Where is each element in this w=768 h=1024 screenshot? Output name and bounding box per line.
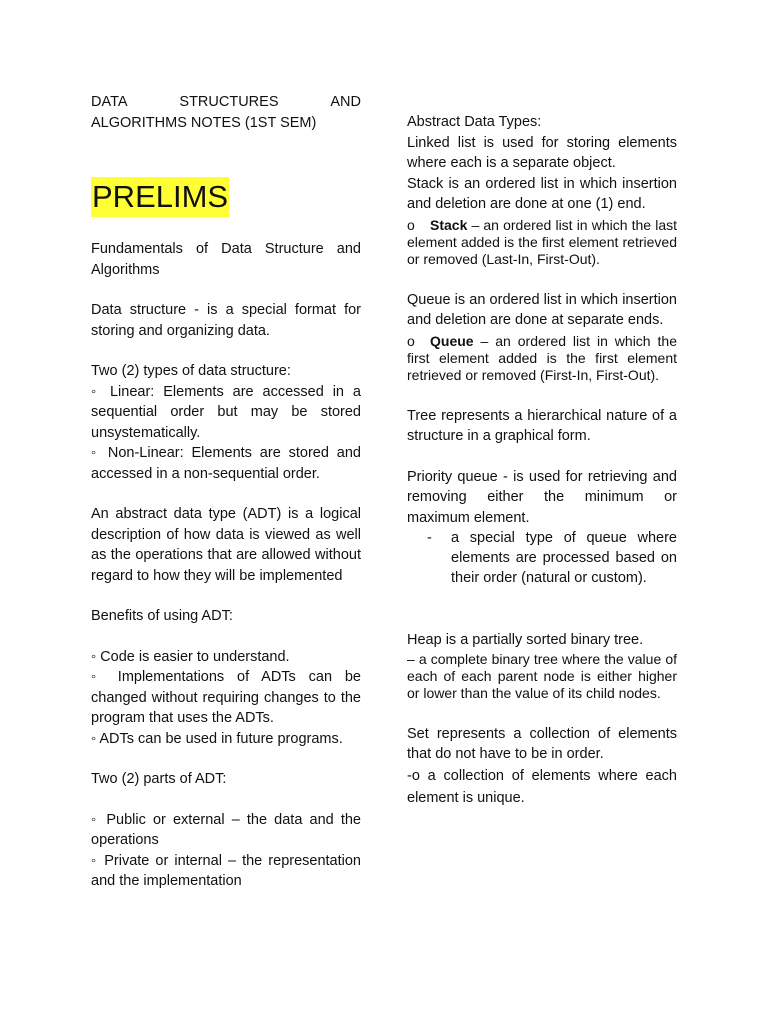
adt-types-heading: Abstract Data Types:: [407, 114, 542, 130]
data-structure-definition: Data structure - is a special format for storing and organizing data.: [91, 302, 361, 339]
part-item: ◦ Public or external – the data and the operations: [91, 811, 361, 848]
heap-sub-text: – a complete binary tree where the value of each of each parent node is either higher or lower than the value of its child nodes.: [407, 650, 677, 701]
linked-list-text: Linked list is used for storing elements where each is a separate object.: [407, 134, 677, 171]
doc-title-line-2: ALGORITHMS NOTES (1ST SEM): [91, 114, 317, 131]
left-column: [91, 92, 361, 892]
stack-bullet: [407, 217, 677, 268]
queue-bullet: [407, 333, 677, 384]
types-heading: Two (2) types of data structure:: [91, 363, 291, 379]
bullet-mark: o: [407, 332, 415, 349]
stack-bullet-text: – an ordered list in which the last element added is the first element retrieved or removed (Last-In, First-Out).: [407, 216, 677, 267]
set-sub-text: -o a collection of elements where each element is unique.: [407, 767, 677, 806]
adt-definition: An abstract data type (ADT) is a logical description of how data is viewed as well as the operations that are allowed without regard to how they will be implemented: [91, 506, 361, 584]
parts-heading: Two (2) parts of ADT:: [91, 771, 227, 787]
prelims-heading: PRELIMS: [91, 177, 229, 217]
bullet-mark: o: [407, 216, 415, 233]
stack-text: Stack is an ordered list in which insertion and deletion are done at one (1) end.: [407, 175, 677, 212]
benefit-item: ◦ Implementations of ADTs can be changed without requiring changes to the program that uses the ADTs.: [91, 669, 361, 726]
priority-queue-sub-item: [407, 528, 677, 588]
priority-queue-sub-text: a special type of queue where elements are processed based on their order (natural or custom).: [451, 530, 677, 586]
nonlinear-item: ◦ Non-Linear: Elements are stored and accessed in a non-sequential order.: [91, 445, 361, 482]
linear-item: ◦ Linear: Elements are accessed in a sequential order but may be stored unsystematically.: [91, 383, 361, 441]
queue-bullet-text: – an ordered list in which the first element added is the first element retrieved or removed (First-In, First-Out).: [407, 332, 677, 383]
doc-title-line-1: DATA STRUCTURES AND: [91, 94, 361, 110]
set-text: Set represents a collection of elements that do not have to be in order.: [407, 725, 677, 762]
part-item: ◦ Private or internal – the representation and the implementation: [91, 852, 361, 889]
benefits-heading: Benefits of using ADT:: [91, 608, 233, 624]
stack-term: Stack: [430, 216, 468, 233]
heap-text: Heap is a partially sorted binary tree.: [407, 632, 644, 648]
fundamentals-heading: Fundamentals of Data Structure and Algorithms: [91, 241, 361, 278]
tree-text: Tree represents a hierarchical nature of a structure in a graphical form.: [407, 407, 677, 444]
dash-mark: -: [427, 530, 432, 546]
benefit-item: ◦ Code is easier to understand.: [91, 648, 290, 665]
priority-queue-text: Priority queue - is used for retrieving and removing either the minimum or maximum element.: [407, 468, 677, 526]
queue-term: Queue: [430, 332, 474, 349]
right-column: [407, 112, 677, 809]
benefit-item: ◦ ADTs can be used in future programs.: [91, 730, 343, 747]
queue-text: Queue is an ordered list in which insertion and deletion are done at separate ends.: [407, 291, 677, 328]
